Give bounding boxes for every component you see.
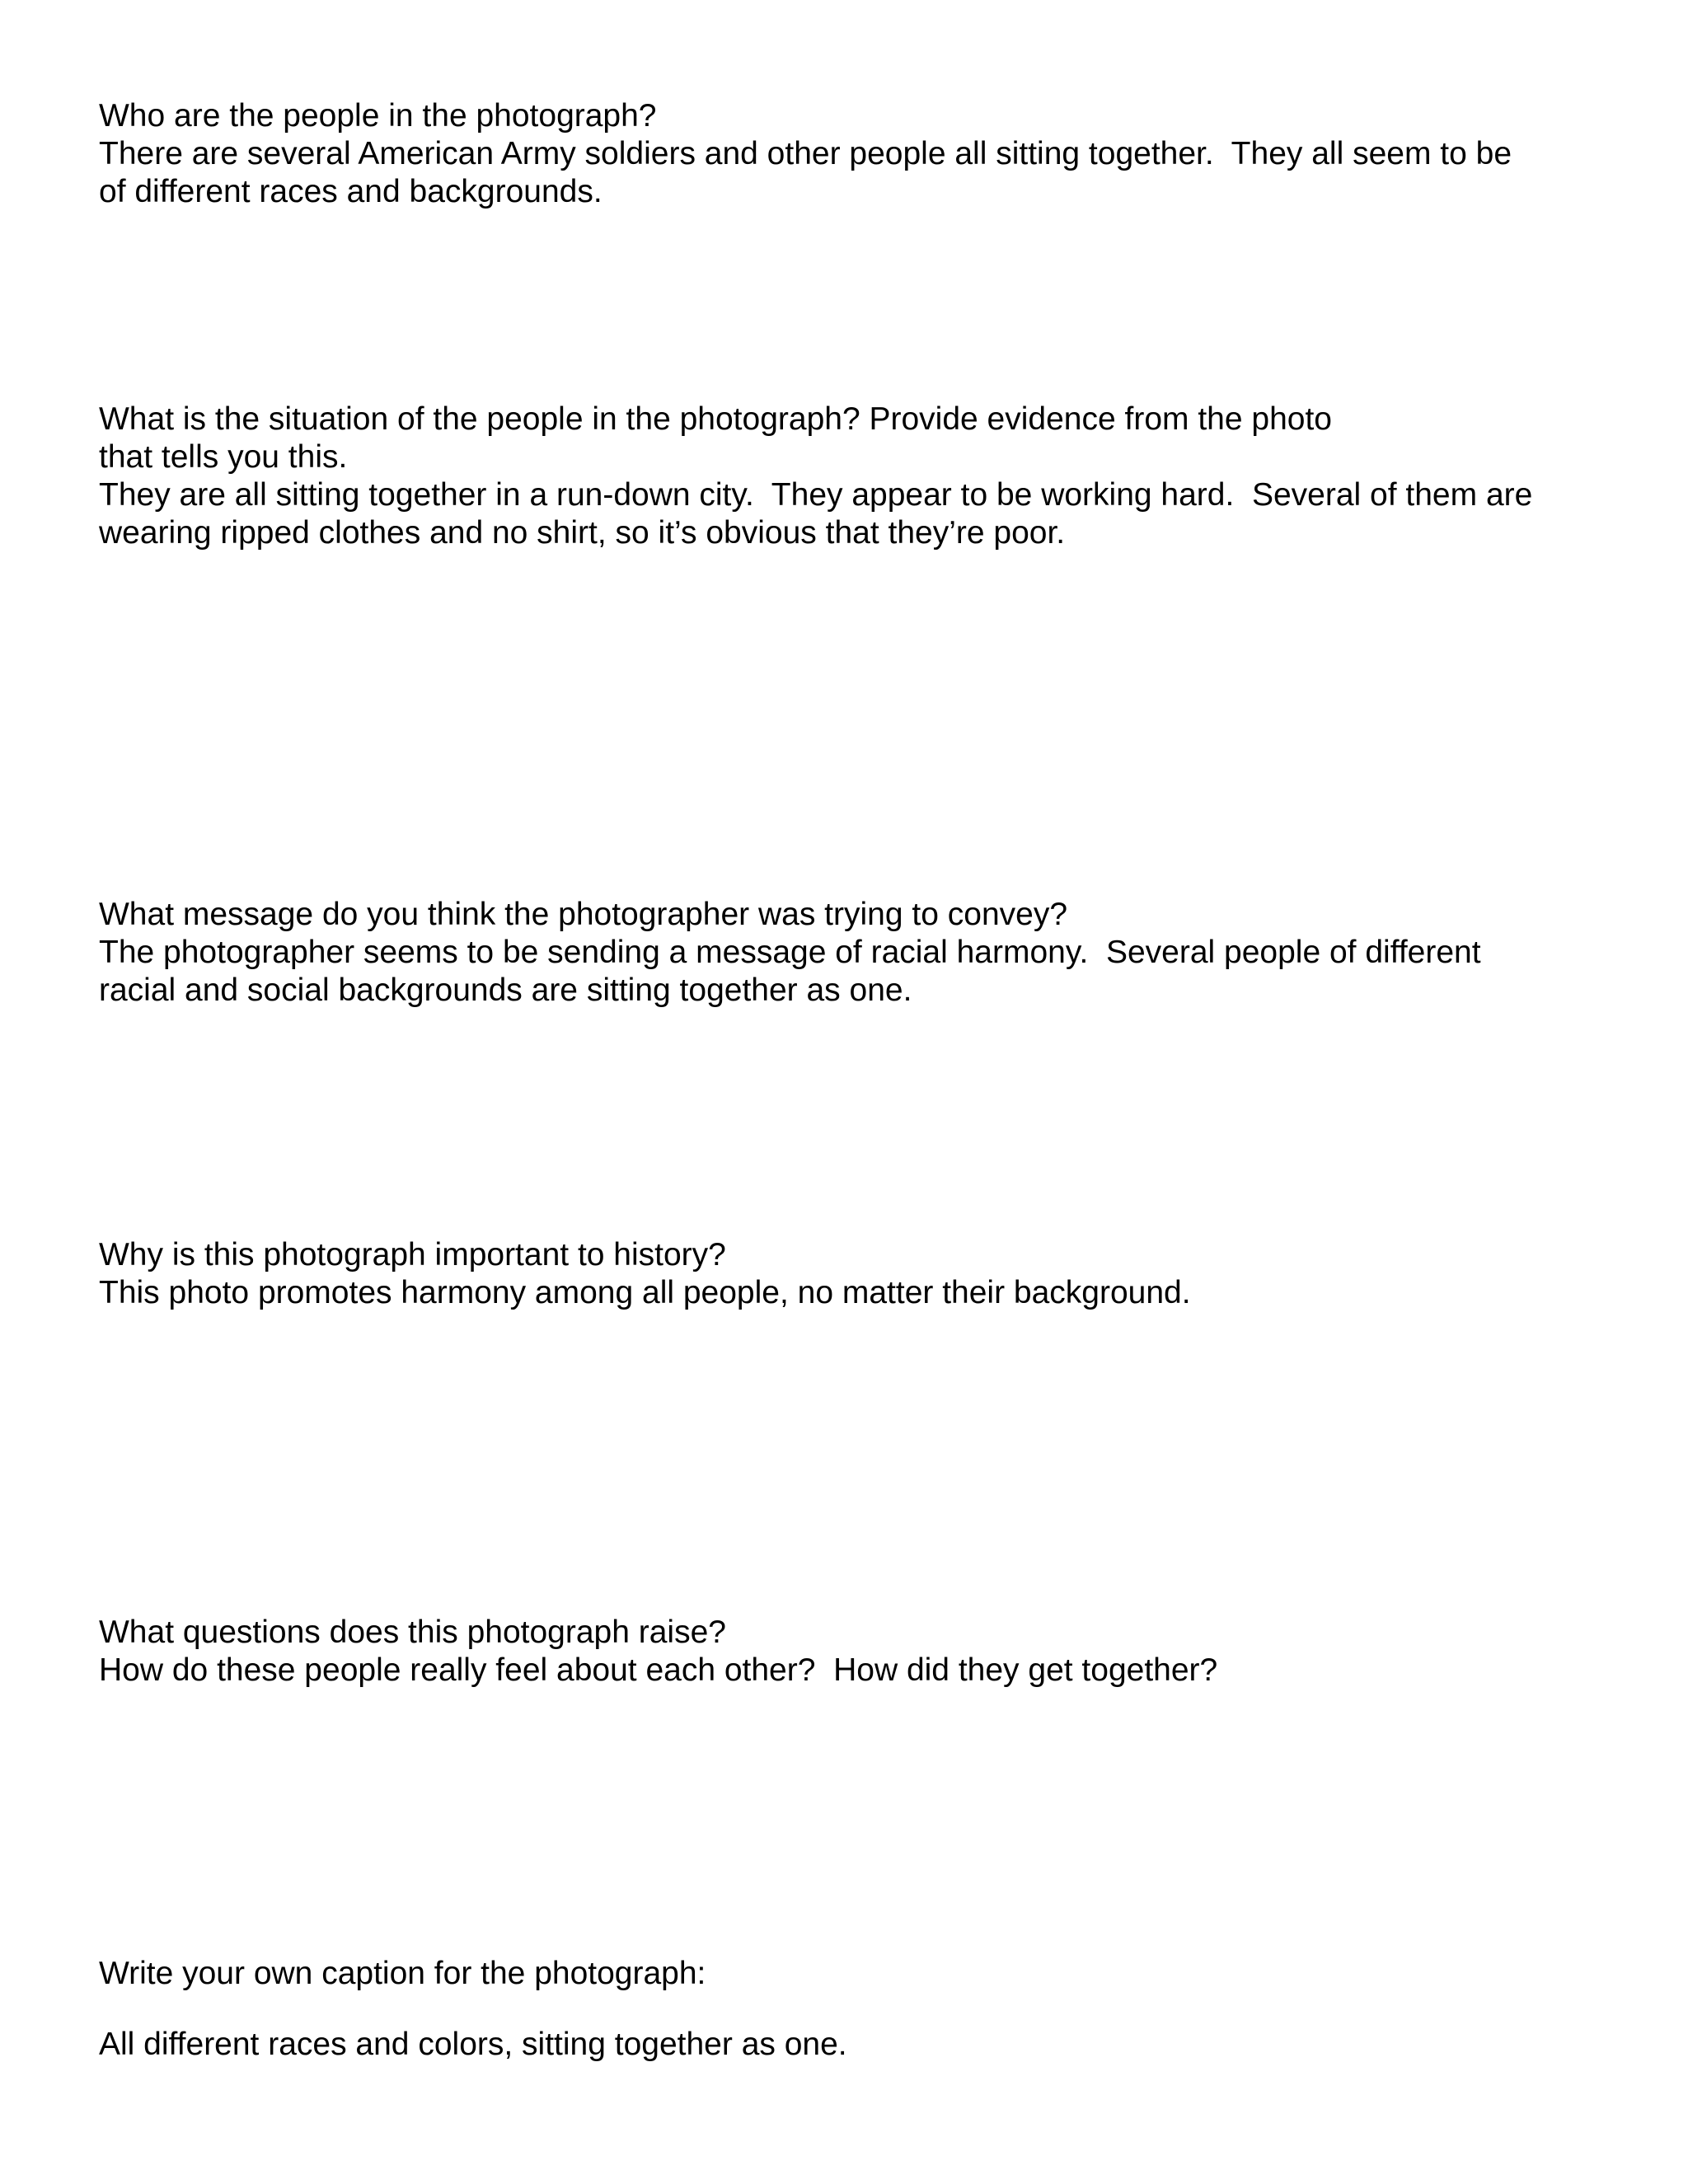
question-caption: Write your own caption for the photograph: bbox=[99, 1956, 706, 1991]
question-message: What message do you think the photographer was trying to convey? bbox=[99, 897, 1068, 932]
section-history bbox=[99, 1236, 1599, 1312]
section-questions bbox=[99, 1614, 1599, 1690]
section-people bbox=[99, 97, 1599, 211]
answer-situation-line-2: wearing ripped clothes and no shirt, so it’s obvious that they’re poor. bbox=[99, 515, 1066, 551]
answer-message-line-1: The photographer seems to be sending a message of racial harmony. Several people of different bbox=[99, 935, 1481, 970]
question-raised: What questions does this photograph raise? bbox=[99, 1615, 726, 1650]
answer-people-line-2: of different races and backgrounds. bbox=[99, 174, 603, 209]
question-people: Who are the people in the photograph? bbox=[99, 98, 657, 134]
question-situation-line-2: that tells you this. bbox=[99, 439, 348, 475]
section-caption bbox=[99, 1955, 1599, 2064]
answer-people-line-1: There are several American Army soldiers and other people all sitting together. They all seem to be bbox=[99, 136, 1512, 171]
answer-message-line-2: racial and social backgrounds are sitting together as one. bbox=[99, 972, 912, 1008]
answer-caption-line-1: All different races and colors, sitting together as one. bbox=[99, 2027, 847, 2062]
section-situation bbox=[99, 401, 1599, 552]
question-situation-line-1: What is the situation of the people in the photograph? Provide evidence from the photo bbox=[99, 401, 1332, 437]
answer-history-line-1: This photo promotes harmony among all people, no matter their background. bbox=[99, 1275, 1191, 1310]
question-history: Why is this photograph important to history? bbox=[99, 1237, 726, 1272]
section-message bbox=[99, 896, 1599, 1010]
answer-raised-line-1: How do these people really feel about each other? How did they get together? bbox=[99, 1652, 1218, 1688]
answer-situation-line-1: They are all sitting together in a run-down city. They appear to be working hard. Several of them are bbox=[99, 477, 1533, 513]
